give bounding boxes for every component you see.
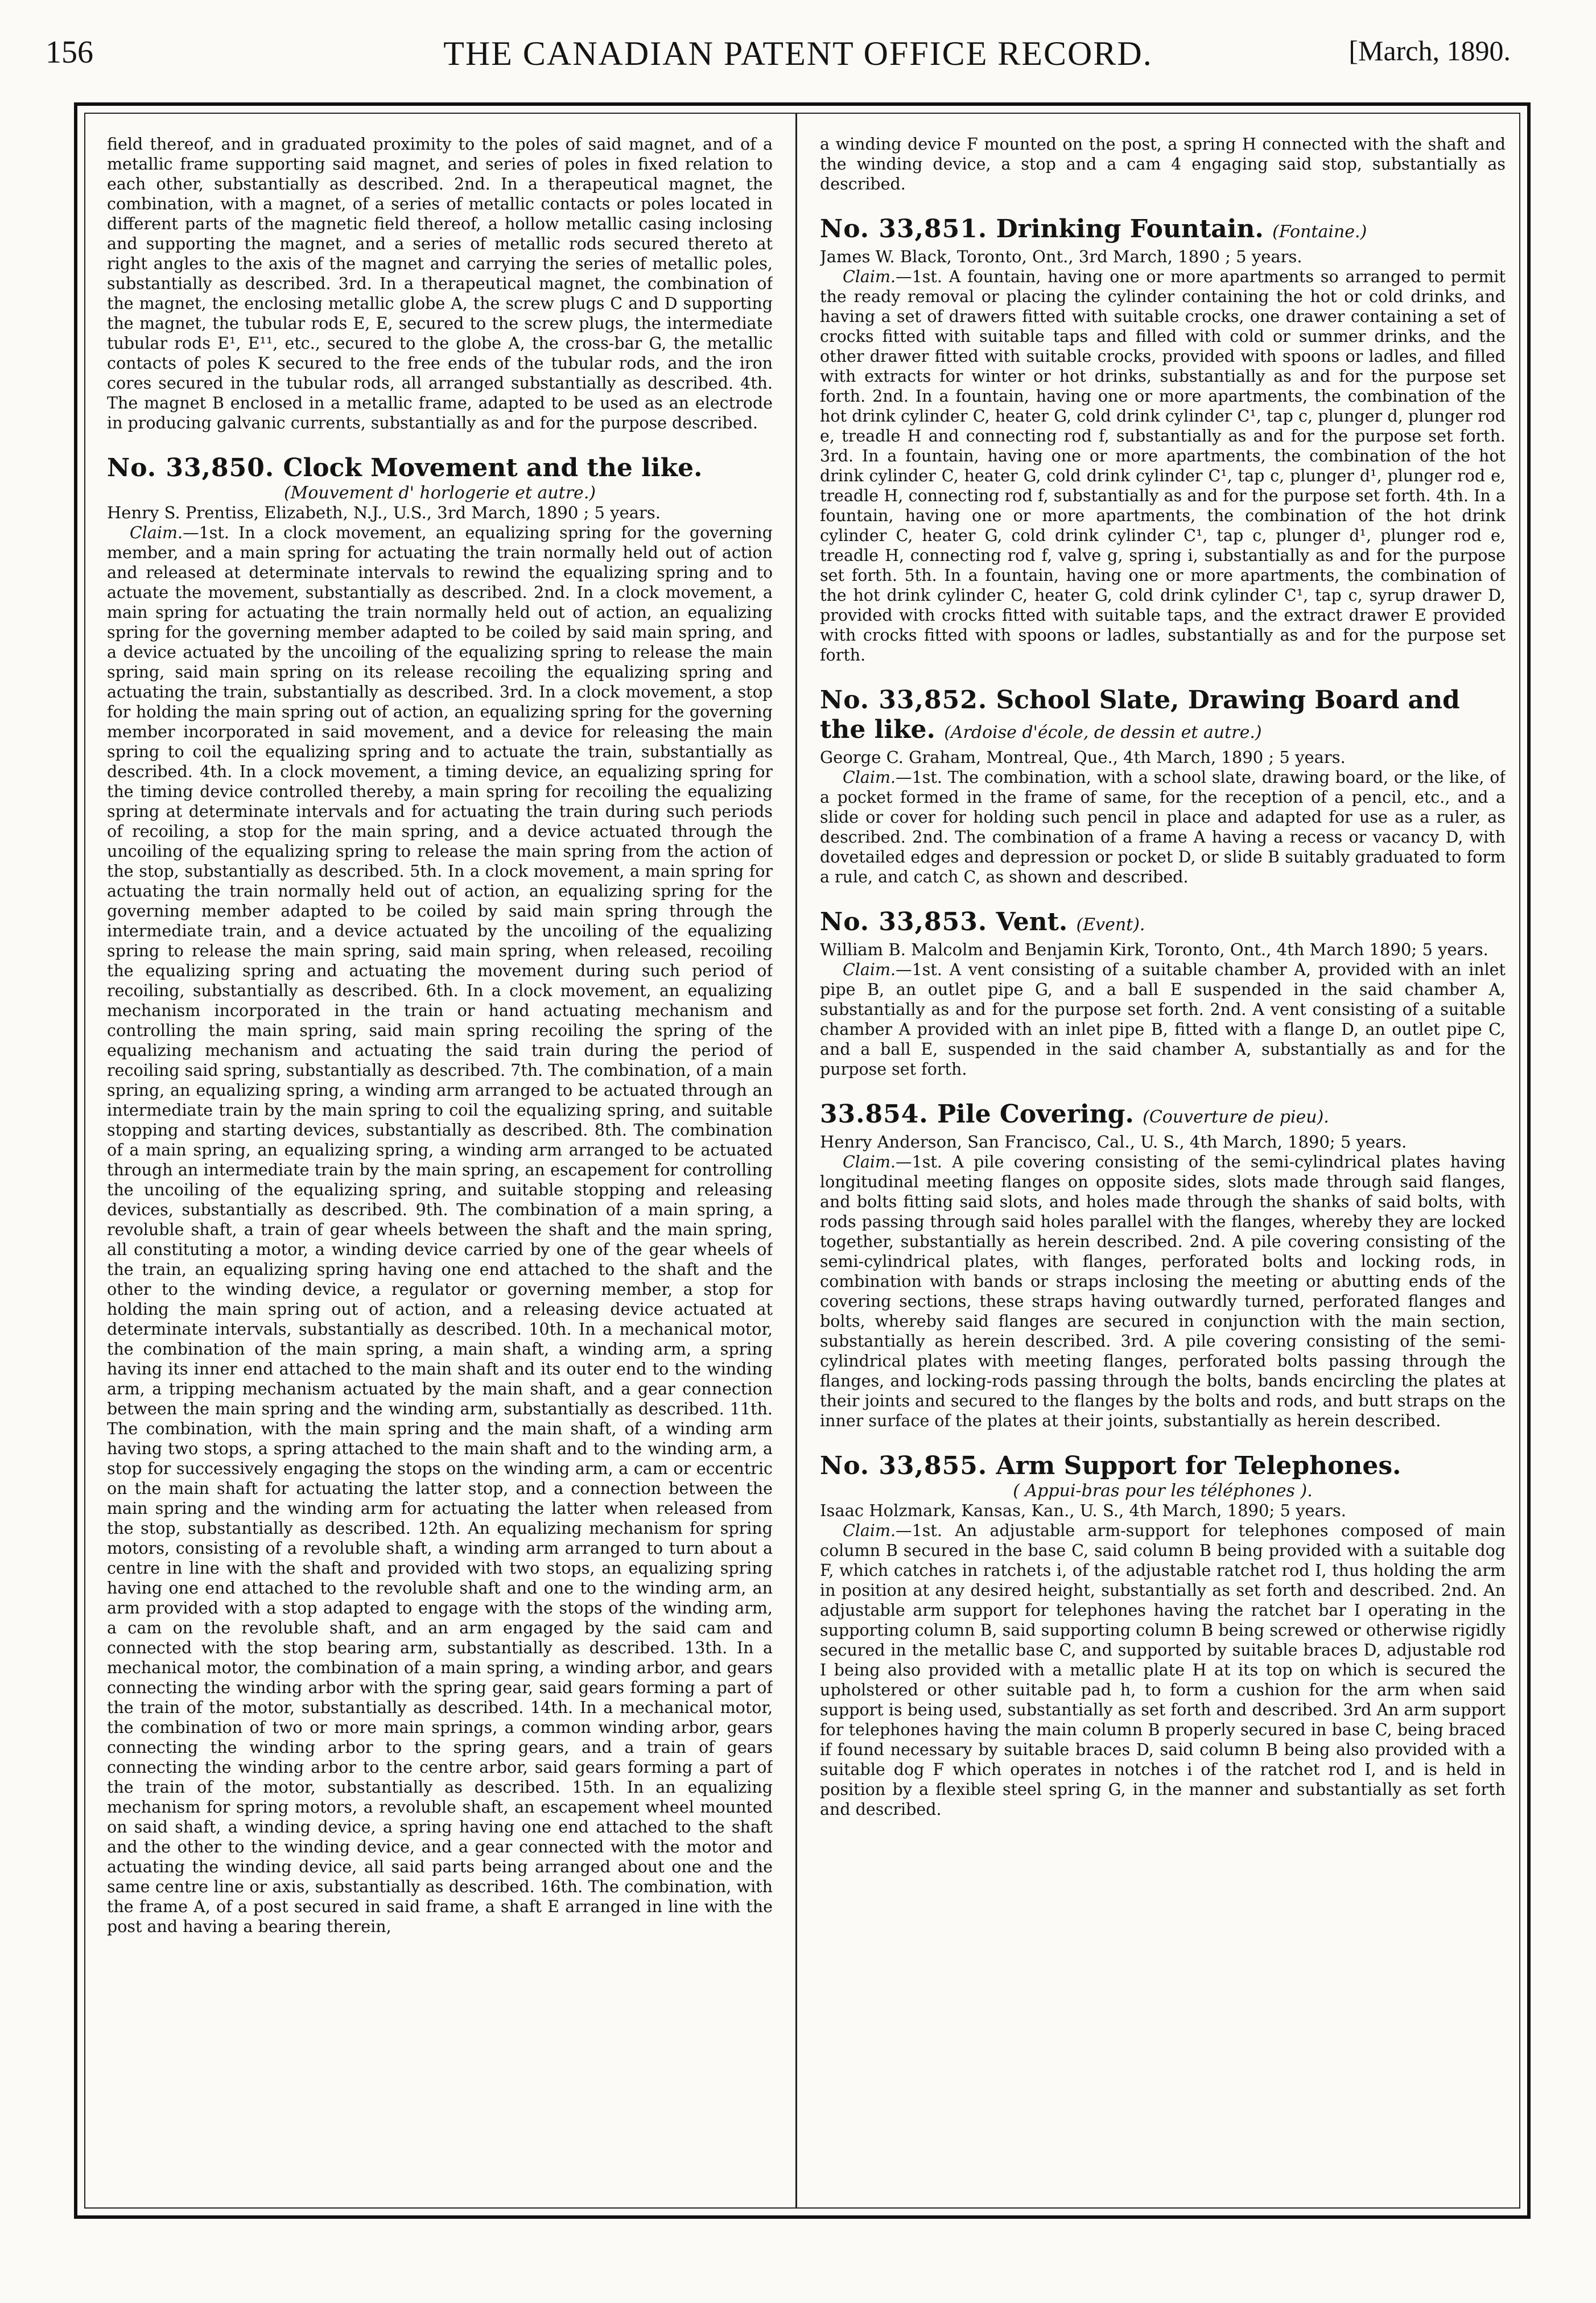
- issue-date: [March, 1890.: [1348, 35, 1511, 67]
- claim-text: [820, 267, 1506, 665]
- claim-body: —1st. An adjustable arm-support for telephones composed of main column B secured in the base C, said column B being provided with a suitable dog F, which catches in ratchets i, of the adjustable ratchet rod I, thus holding the arm in position at any desired height, substantially as set forth and described. 2nd. An adjustable arm support for telephones having the ratchet bar I operating in the supporting column B, said supporting column B being screwed or otherwise rigidly secured in the metallic base C, and supported by suitable braces D, adjustable rod I being also provided with a metallic plate H at its top on which is secured the upholstered or other suitable pad h, to form a cushion for the arm when said support is being used, substantially as set forth and described. 3rd An arm support for telephones having the main column B properly secured in base C, being braced if found necessary by suitable braces D, said column B being also provided with a suitable dog F which operates in notches i of the ratchet rod I, and is held in position by a flexible steel spring G, in the manner and substantially as set forth and described.: [820, 1521, 1506, 1819]
- patent-title: Arm Support for Telephones.: [996, 1451, 1401, 1480]
- patent-title: Drinking Fountain.: [996, 214, 1264, 243]
- inventor-line: William B. Malcolm and Benjamin Kirk, Toronto, Ont., 4th March 1890; 5 years.: [820, 940, 1488, 959]
- inventor-line: Henry S. Prentiss, Elizabeth, N.J., U.S., 3rd March, 1890 ; 5 years.: [107, 503, 661, 522]
- claim-text: [820, 767, 1506, 887]
- continued-claim-text: a winding device F mounted on the post, a spring H connected with the shaft and the winding device, a stop and a cam 4 engaging said stop, substantially as described.: [820, 135, 1506, 193]
- patent-title: Clock Movement and the like.: [283, 453, 703, 482]
- continued-claim-text: field thereof, and in graduated proximity to the poles of said magnet, and of a metallic frame supporting said magnet, and series of poles in fixed relation to each other, substantially as described. 2nd. In a therapeutical magnet, the combination, with a magnet, of a series of metallic contacts or poles located in different parts of the magnetic field thereof, a hollow metallic casing inclosing and supporting the magnet, and a series of metallic rods secured thereto at right angles to the axis of the magnet and carrying the series of metallic poles, substantially as described. 3rd. In a therapeutical magnet, the combination of the magnet, the enclosing metallic globe A, the screw plugs C and D supporting the magnet, the tubular rods E, E, secured to the screw plugs, the intermediate tubular rods E¹, E¹¹, etc., secured to the globe A, the cross-bar G, the metallic contacts of poles K secured to the free ends of the tubular rods, and the iron cores secured in the tubular rods, all arranged substantially as described. 4th. The magnet B enclosed in a metallic frame, adapted to be used as an electrode in producing galvanic currents, substantially as and for the purpose described.: [107, 135, 773, 432]
- patent-title: Pile Covering.: [937, 1100, 1134, 1129]
- publication-title: THE CANADIAN PATENT OFFICE RECORD.: [443, 35, 1153, 72]
- patent-entry-33850: [107, 453, 773, 1937]
- entry-heading: [820, 907, 1506, 940]
- claim-body: —1st. In a clock movement, an equalizing spring for the governing member, and a main spring for actuating the train normally held out of action and released at determinate intervals to rewind the equalizing spring and to actuate the movement, substantially as described. 2nd. In a clock movement, a main spring for actuating the train normally held out of action, an equalizing spring for the governing member adapted to be coiled by said main spring, and a device actuated by the uncoiling of the equalizing spring to release the main spring, said main spring on its release recoiling the equalizing spring and actuating the train, substantially as described. 3rd. In a clock movement, a stop for holding the main spring out of action, an equalizing spring for the governing member incorporated in said movement, and a device for releasing the main spring to coil the equalizing spring and to actuate the train, substantially as described. 4th. In a clock movement, a timing device, an equalizing spring for the timing device controlled thereby, a main spring for recoiling the equalizing spring at determinate intervals and for actuating the train during such periods of recoiling, a stop for the main spring, and a device actuated through the uncoiling of the equalizing spring to release the main spring from the action of the stop, substantially as described. 5th. In a clock movement, a main spring for actuating the train normally held out of action, an equalizing spring for the governing member adapted to be coiled by said main spring through the intermediate train, and a device actuated by the uncoiling of the equalizing spring to release the main spring, said main spring, when released, recoiling the equalizing spring and actuating the movement during such period of recoiling, substantially as described. 6th. In a clock movement, an equalizing mechanism incorporated in the train or hand actuating mechanism and controlling the main spring, said main spring recoiling the spring of the equalizing mechanism and actuating the said train during the period of recoiling said spring, substantially as described. 7th. The combination, of a main spring, an equalizing spring, a winding arm arranged to be actuated through an intermediate train by the main spring to coil the equalizing spring, and suitable stopping and starting devices, substantially as described. 8th. The combination of a main spring, an equalizing spring, a winding arm arranged to be actuated through an intermediate train by the main spring, an escapement for controlling the uncoiling of the equalizing spring, and suitable stopping and releasing devices, substantially as described. 9th. The combination of a main spring, a revoluble shaft, a train of gear wheels between the shaft and the main spring, all constituting a motor, a winding device carried by one of the gear wheels of the train, an equalizing spring having one end attached to the shaft and the other to the winding device, a regulator or governing member, a stop for holding the main spring out of action, and a releasing device actuated at determinate intervals, substantially as described. 10th. In a mechanical motor, the combination of the main spring, a main shaft, a winding arm, a spring having its inner end attached to the main shaft and its outer end to the winding arm, a tripping mechanism actuated by the main shaft, and a gear connection between the main spring and the winding arm, substantially as described. 11th. The combination, with the main spring and the main shaft, of a winding arm having two stops, a spring attached to the main shaft and to the winding arm, a stop for successively engaging the stops on the winding arm, a cam or eccentric on the main shaft for actuating the latter stop, and a connection between the main spring and the winding arm for actuating the latter when released from the stop, substantially as described. 12th. An equalizing mechanism for spring motors, consisting of a revoluble shaft, a winding arm arranged to turn about a centre in line with the shaft and provided with two stops, an equalizing spring having one end attached to the revoluble shaft and one to the winding arm, an arm provided with a stop adapted to engage with the stops of the winding arm, a cam on the revoluble shaft, and an arm engaged by the said cam and connected with the stop bearing arm, substantially as described. 13th. In a mechanical motor, the combination of a main spring, a winding arbor, and gears connecting the winding arbor with the spring gear, said gears forming a part of the train of the motor, substantially as described. 14th. In a mechanical motor, the combination of two or more main springs, a common winding arbor, gears connecting the winding arbor to the spring gears, and a train of gears connecting the winding arbor to the centre arbor, said gears forming a part of the train of the motor, substantially as described. 15th. In an equalizing mechanism for spring motors, a revoluble shaft, an escapement wheel mounted on said shaft, a winding device, a spring having one end attached to the shaft and the other to the winding device, and a gear connected with the motor and actuating the winding device, all said parts being arranged about one and the same centre line or axis, substantially as described. 16th. The combination, with the frame A, of a post secured in said frame, a shaft E arranged in line with the post and having a bearing therein,: [107, 523, 773, 1936]
- french-title: (Event).: [1076, 915, 1145, 935]
- page-frame: [74, 102, 1531, 2219]
- entry-heading: [820, 1100, 1506, 1132]
- patent-title: Vent.: [996, 907, 1068, 936]
- french-title: (Fontaine.): [1272, 222, 1367, 242]
- patent-number: No. 33,851.: [820, 214, 988, 243]
- patent-number: No. 33,850.: [107, 453, 275, 482]
- claim-label: Claim.: [843, 1521, 896, 1540]
- patent-entry-33855: [820, 1451, 1506, 1819]
- claim-body: —1st. A vent consisting of a suitable chamber A, provided with an inlet pipe B, an outlet pipe G, and a ball E suspended in the said chamber A, substantially as and for the purpose set forth. 2nd. A vent consisting of a suitable chamber A provided with an inlet pipe B, fitted with a flange D, an outlet pipe C, and a ball E, suspended in the said chamber A, substantially as and for the purpose set forth.: [820, 960, 1506, 1079]
- inventor-line: Henry Anderson, San Francisco, Cal., U. S., 4th March, 1890; 5 years.: [820, 1132, 1407, 1152]
- claim-body: —1st. A fountain, having one or more apartments so arranged to permit the ready removal or placing the cylinder containing the hot or cold drinks, and having a set of drawers fitted with suitable crocks, one drawer containing a set of crocks fitted with suitable taps and filled with cold or summer drinks, and the other drawer fitted with suitable crocks, provided with spoons or ladles, and filled with extracts for winter or hot drinks, substantially as and for the purpose set forth. 2nd. In a fountain, having one or more apartments, the combination of the hot drink cylinder C, heater G, cold drink cylinder C¹, tap c, plunger d, plunger rod e, treadle H and connecting rod f, substantially as and for the purpose set forth. 3rd. In a fountain, having one or more apartments, the combination of the hot drink cylinder C, heater G, cold drink cylinder C¹, tap c, plunger d¹, plunger rod e, treadle H, connecting rod f, substantially as and for the purpose set forth. 4th. In a fountain, having one or more apartments, the combination of the hot drink cylinder C, heater G, cold drink cylinder C¹, tap c, plunger d¹, plunger rod e, treadle H, connecting rod f, valve g, spring i, substantially as and for the purpose set forth. 5th. In a fountain, having one or more apartments, the combination of the hot drink cylinder C, heater G, cold drink cylinder C¹, tap c, syrup drawer D, provided with crocks fitted with suitable taps, and the extract drawer E provided with crocks fitted with spoons or ladles, substantially as and for the purpose set forth.: [820, 267, 1506, 665]
- entry-heading: [820, 686, 1506, 748]
- claim-label: Claim.: [843, 768, 896, 787]
- claim-label: Claim.: [130, 523, 183, 542]
- patent-number: 33.854.: [820, 1100, 929, 1129]
- patent-number: No. 33,853.: [820, 907, 988, 936]
- claim-text: [820, 960, 1506, 1079]
- claim-label: Claim.: [843, 960, 896, 979]
- patent-entry-33851: [820, 214, 1506, 665]
- french-title: (Mouvement d' horlogerie et autre.): [283, 483, 596, 503]
- entry-heading: [820, 214, 1506, 247]
- column-divider: [795, 113, 797, 2209]
- claim-text: [820, 1152, 1506, 1431]
- claim-text: [107, 523, 773, 1937]
- claim-text: [820, 1521, 1506, 1819]
- inventor-line: Isaac Holzmark, Kansas, Kan., U. S., 4th March, 1890; 5 years.: [820, 1501, 1346, 1520]
- patent-number: No. 33,852.: [820, 686, 988, 715]
- inventor-line: George C. Graham, Montreal, Que., 4th March, 1890 ; 5 years.: [820, 748, 1346, 767]
- right-column: [820, 134, 1506, 2198]
- patent-entry-33852: [820, 686, 1506, 887]
- claim-body: —1st. The combination, with a school slate, drawing board, or the like, of a pocket formed in the frame of same, for the reception of a pencil, etc., and a slide or cover for holding such pencil in place and adapted for use as a ruler, as described. 2nd. The combination of a frame A having a recess or vacancy D, with dovetailed edges and depression or pocket D, or slide B suitably graduated to form a rule, and catch C, as shown and described.: [820, 768, 1506, 886]
- claim-label: Claim.: [843, 267, 896, 286]
- patent-title: School Slate, Drawing Board and the like.: [820, 686, 1460, 744]
- inventor-line: James W. Black, Toronto, Ont., 3rd March, 1890 ; 5 years.: [820, 247, 1302, 266]
- french-title: (Couverture de pieu).: [1143, 1107, 1329, 1127]
- patent-number: No. 33,855.: [820, 1451, 988, 1480]
- claim-body: —1st. A pile covering consisting of the semi-cylindrical plates having longitudinal meeting flanges on opposite sides, slots made through said flanges, and bolts fitting said slots, and holes made through the shanks of said bolts, with rods passing through said holes parallel with the flanges, whereby they are locked together, substantially as herein described. 2nd. A pile covering consisting of the semi-cylindrical plates, with flanges, perforated bolts and locking rods, in combination with bands or straps inclosing the meeting or abutting ends of the covering sections, these straps having outwardly turned, perforated flanges and bolts, whereby said flanges are secured in conjunction with the main section, substantially as herein described. 3rd. A pile covering consisting of the semi-cylindrical plates with meeting flanges, perforated bolts passing through the flanges, and locking-rods passing through the bolts, bands encircling the plates at their joints and secured to the flanges by the bolts and rods, and butt straps on the inner surface of the plates at their joints, substantially as herein described.: [820, 1153, 1506, 1430]
- entry-heading: [107, 453, 773, 483]
- running-head: [0, 34, 1596, 74]
- french-title: ( Appui-bras pour les téléphones ).: [1013, 1481, 1313, 1501]
- claim-label: Claim.: [843, 1153, 896, 1171]
- french-title: (Ardoise d'école, de dessin et autre.): [944, 723, 1262, 742]
- entry-heading: [820, 1451, 1506, 1481]
- patent-entry-33853: [820, 907, 1506, 1079]
- page-number: 156: [46, 35, 93, 70]
- patent-entry-33854: [820, 1100, 1506, 1431]
- left-column: [107, 134, 773, 2198]
